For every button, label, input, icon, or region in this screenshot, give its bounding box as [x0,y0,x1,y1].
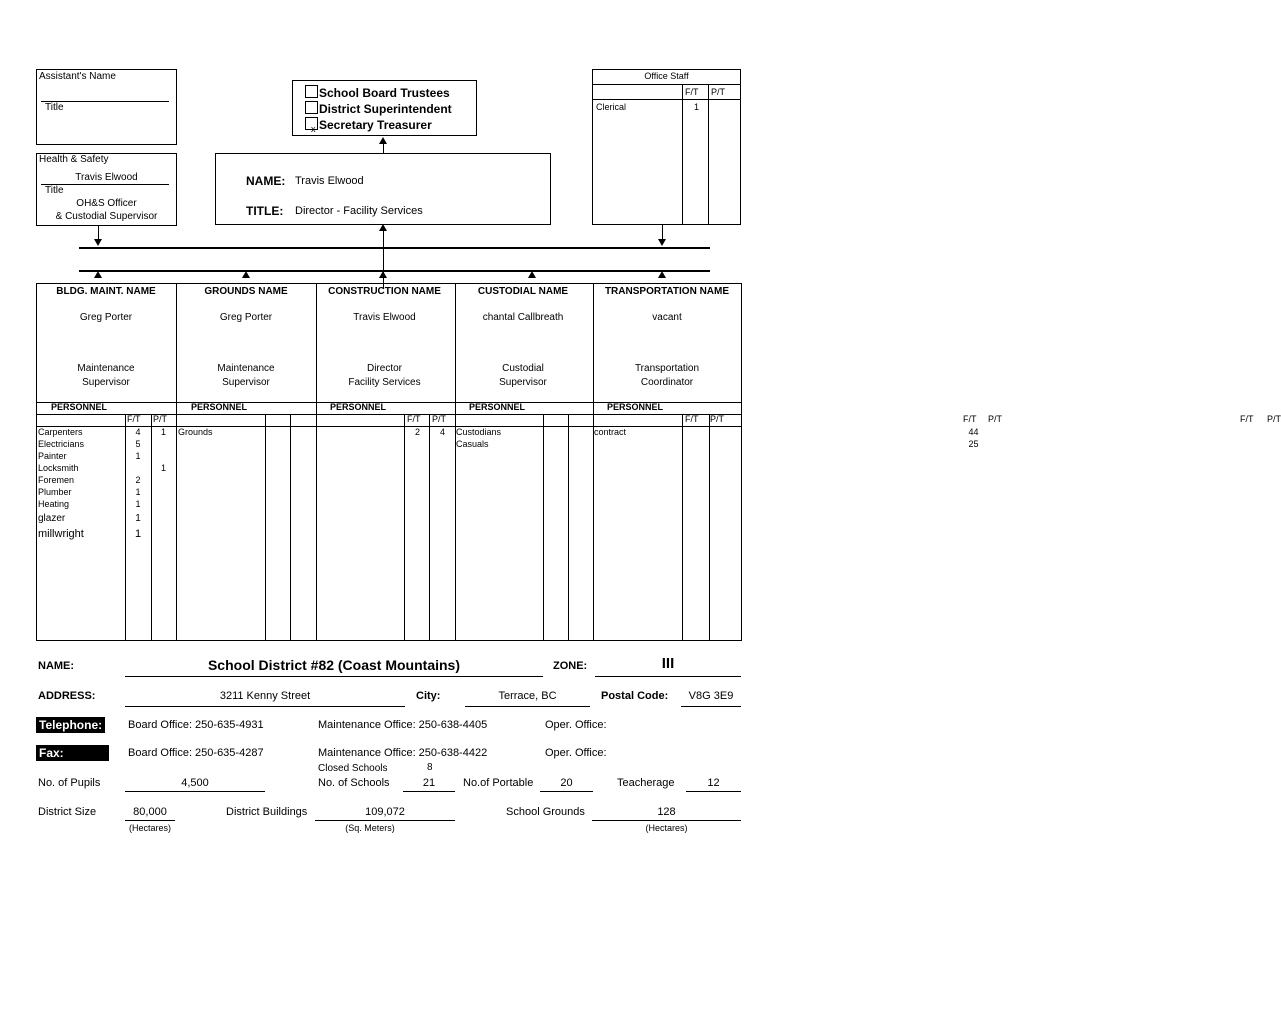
arrow-up-icon [379,137,387,144]
dept-header: BLDG. MAINT. NAME [56,286,156,297]
personnel-ft-count: 25 [968,439,979,449]
dept-personnel-label: PERSONNEL [469,402,526,412]
dept-title-line1: Director [366,363,402,374]
address-label: ADDRESS: [38,690,96,702]
pupils-label: No. of Pupils [38,777,101,789]
postal-label: Postal Code: [601,690,669,702]
dept-personnel-label: PERSONNEL [330,402,387,412]
health-safety-label: Health & Safety [39,154,109,165]
buildings-unit: (Sq. Meters) [345,823,395,833]
arrow-up-icon [94,271,102,278]
personnel-ft-count: 1 [135,499,141,509]
personnel-ft-count: 2 [135,475,141,485]
dept-ft-header: F/T [127,414,141,424]
arrow-up-icon [658,271,666,278]
director-name-label: NAME: [246,174,286,188]
dept-title-line1: Maintenance [77,363,135,374]
dept-header: CUSTODIAL NAME [477,286,569,297]
personnel-role: Electricians [38,439,85,449]
dept-title-line1: Custodial [502,363,544,374]
dept-pt-header: P/T [153,414,168,424]
personnel-role: Foremen [38,475,75,485]
district-name: School District #82 (Coast Mountains) [207,657,461,673]
health-safety-box [36,153,177,226]
fax-board: Board Office: 250-635-4287 [128,747,264,759]
treasurer-label: Secretary Treasurer [319,118,432,132]
personnel-role: Custodians [456,427,502,437]
personnel-role: millwright [38,528,84,540]
closed-schools-value: 8 [427,762,433,773]
personnel-role: Carpenters [38,427,83,437]
dept-ft-header: F/T [685,414,699,424]
trustees-checkbox[interactable] [305,85,318,98]
fax-oper: Oper. Office: [545,747,607,759]
clerical-ft: 1 [694,102,700,112]
dept-name: vacant [652,312,682,323]
director-box [215,153,551,225]
teacherage-value: 12 [707,777,720,789]
personnel-ft-count: 4 [135,427,141,437]
dept-title-line2: Facility Services [348,377,421,388]
schools-value: 21 [422,777,436,789]
personnel-role: Heating [38,499,70,509]
personnel-role: contract [594,427,627,437]
dept-name: Greg Porter [79,312,133,323]
personnel-ft-count: 5 [135,439,141,449]
dept-personnel-label: PERSONNEL [51,402,108,412]
office-staff-ft: F/T [685,87,699,97]
size-label: District Size [38,806,97,818]
superintendent-checkbox[interactable] [305,101,318,114]
arrow-down-icon [658,239,666,246]
grounds-label: School Grounds [506,806,585,818]
personnel-role: Grounds [178,427,213,437]
closed-schools-label: Closed Schools [318,763,388,774]
zone-label: ZONE: [553,660,588,672]
tel-maint: Maintenance Office: 250-638-4405 [318,719,488,731]
dept-title-line1: Transportation [634,363,700,374]
schools-label: No. of Schools [318,777,390,789]
dept-header: GROUNDS NAME [204,286,288,297]
superintendent-label: District Superintendent [319,102,452,116]
personnel-ft-count: 44 [968,427,979,437]
dept-name: Greg Porter [219,312,273,323]
dept-title-line2: Supervisor [499,377,547,388]
trustees-label: School Board Trustees [319,86,450,100]
postal-value: V8G 3E9 [688,690,734,702]
dept-name: Travis Elwood [353,312,416,323]
personnel-role: glazer [38,513,66,524]
city-value: Terrace, BC [498,690,557,702]
office-staff-box [592,69,741,225]
size-value: 80,000 [133,806,167,818]
health-safety-title2: & Custodial Supervisor [55,211,158,222]
grounds-unit: (Hectares) [645,823,688,833]
personnel-pt-count: 1 [160,427,166,437]
dept-title-line1: Maintenance [217,363,275,374]
dept-pt-header: P/T [432,414,447,424]
treasurer-mark: x [311,124,316,134]
tel-board: Board Office: 250-635-4931 [128,719,264,731]
dept-ft-header: F/T [1240,414,1254,424]
assistant-box [36,69,177,145]
dept-pt-header: P/T [1267,414,1281,424]
dept-pt-header: P/T [988,414,1003,424]
dept-title-line2: Coordinator [640,377,694,388]
dept-header: CONSTRUCTION NAME [328,286,441,297]
fax-maint: Maintenance Office: 250-638-4422 [318,747,488,759]
office-staff-title: Office Staff [644,71,689,81]
size-unit: (Hectares) [128,823,171,833]
dept-personnel-label: PERSONNEL [191,402,248,412]
city-label: City: [416,690,441,702]
personnel-role: Plumber [38,487,72,497]
dept-personnel-label: PERSONNEL [607,402,664,412]
dept-ft-header: F/T [407,414,421,424]
personnel-ft-count: 1 [135,487,141,497]
arrow-up-icon [379,271,387,278]
health-safety-name: Travis Elwood [75,172,138,183]
grounds-value: 128 [657,806,676,818]
director-title-label: TITLE: [246,204,284,218]
personnel-role: Painter [38,451,67,461]
tel-oper: Oper. Office: [545,719,607,731]
dept-title-line2: Supervisor [222,377,270,388]
clerical-role: Clerical [596,102,627,112]
district-name-label: NAME: [38,660,75,672]
personnel-role: Casuals [456,439,489,449]
personnel-ft-count: 2 [414,427,420,437]
dept-name: chantal Callbreath [482,312,564,323]
buildings-value: 109,072 [365,806,405,818]
assistant-name-label: Assistant's Name [39,71,116,82]
board-options-box [292,80,477,136]
personnel-ft-count: 1 [134,528,142,540]
health-safety-title-label: Title [45,185,64,196]
arrow-up-icon [242,271,250,278]
arrow-down-icon [94,239,102,246]
assistant-title-label: Title [45,102,64,113]
dept-ft-header: F/T [963,414,977,424]
portable-value: 20 [560,777,573,789]
dept-title-line2: Supervisor [82,377,130,388]
dept-pt-header: P/T [710,414,725,424]
personnel-ft-count: 1 [135,513,141,524]
pupils-value: 4,500 [181,777,209,789]
health-safety-title1: OH&S Officer [76,198,137,209]
portable-label: No.of Portable [463,777,534,789]
fax-label: Fax: [36,745,109,761]
zone-value: III [661,655,675,672]
personnel-pt-count: 1 [160,463,166,473]
address-value: 3211 Kenny Street [219,690,311,702]
buildings-label: District Buildings [226,806,308,818]
telephone-label: Telephone: [36,717,105,733]
teacherage-label: Teacherage [617,777,675,789]
personnel-role: Locksmith [38,463,79,473]
arrow-up-icon [528,271,536,278]
dept-header: TRANSPORTATION NAME [604,286,730,297]
departments-table [36,283,742,641]
director-name: Travis Elwood [295,175,364,187]
personnel-ft-count: 1 [135,451,141,461]
director-title: Director - Facility Services [295,205,423,217]
office-staff-pt: P/T [711,87,726,97]
personnel-pt-count: 4 [439,427,445,437]
